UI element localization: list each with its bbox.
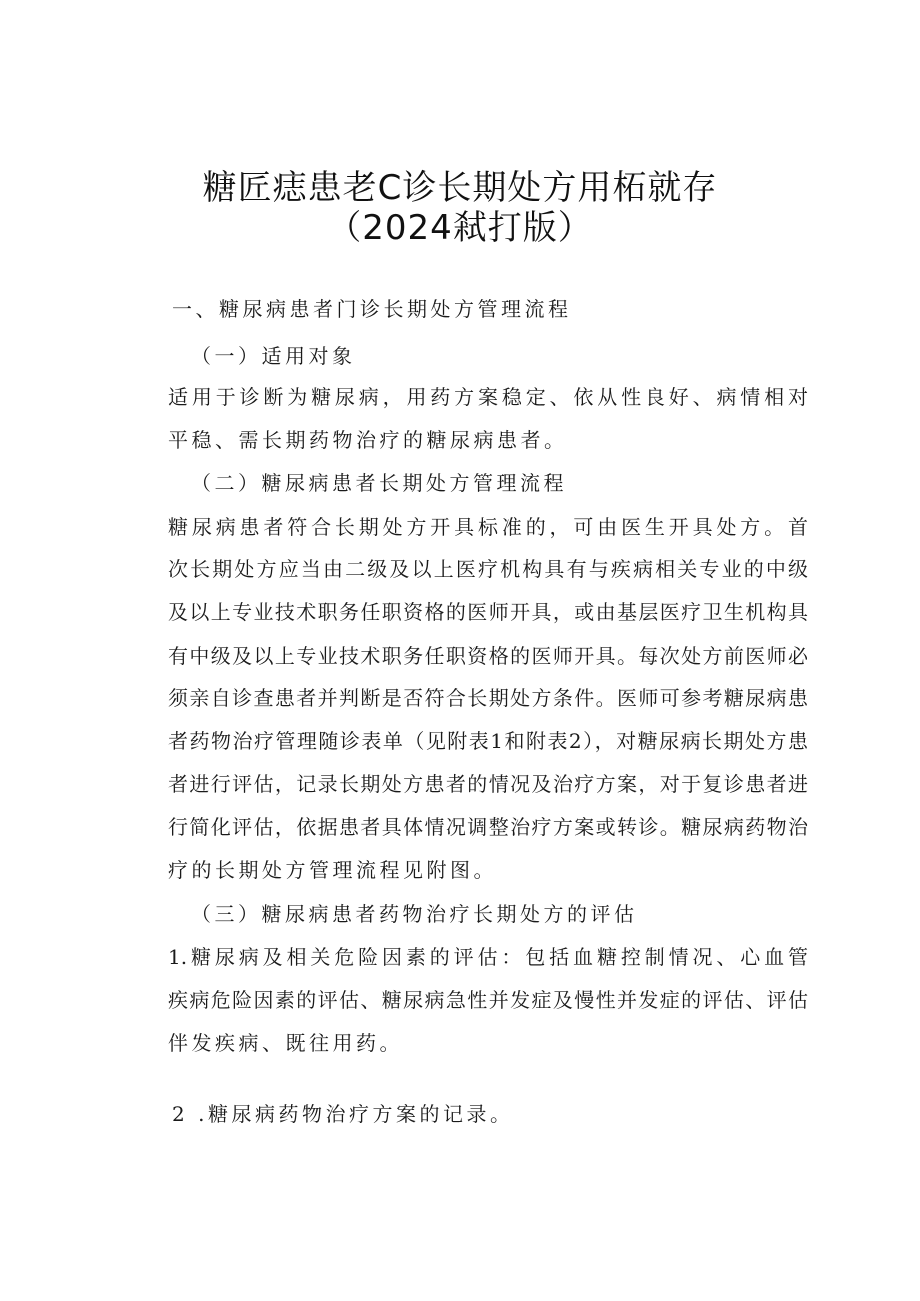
paragraph-line: 糖尿病患者符合长期处方开具标准的，可由医生开具处方。首 bbox=[168, 515, 808, 539]
section-heading: 一、糖尿病患者门诊长期处方管理流程 bbox=[172, 297, 572, 321]
paragraph-line: 者药物治疗管理随诊表单（见附表1和附表2），对糖尿病长期处方患 bbox=[168, 729, 808, 753]
subsection-heading-assessment: （三）糖尿病患者药物治疗长期处方的评估 bbox=[191, 902, 638, 926]
paragraph-line: 疗的长期处方管理流程见附图。 bbox=[168, 858, 497, 882]
list-item: 2 .糖尿病药物治疗方案的记录。 bbox=[172, 1102, 514, 1126]
paragraph-line: 者进行评估，记录长期处方患者的情况及治疗方案，对于复诊患者进 bbox=[168, 772, 808, 796]
subsection-heading-process: （二）糖尿病患者长期处方管理流程 bbox=[191, 471, 567, 495]
document-title: 糖匠痣患老C诊长期处方用柘就存 bbox=[202, 168, 718, 208]
paragraph-line: 行简化评估，依据患者具体情况调整治疗方案或转诊。糖尿病药物治 bbox=[168, 815, 808, 839]
paragraph-line: 及以上专业技术职务任职资格的医师开具，或由基层医疗卫生机构具 bbox=[168, 600, 808, 624]
paragraph-line: 须亲自诊查患者并判断是否符合长期处方条件。医师可参考糖尿病患 bbox=[168, 686, 808, 710]
list-item-line: 疾病危险因素的评估、糖尿病急性并发症及慢性并发症的评估、评估 bbox=[168, 988, 808, 1012]
paragraph-line: 平稳、需长期药物治疗的糖尿病患者。 bbox=[168, 428, 568, 452]
paragraph-line: 适用于诊断为糖尿病，用药方案稳定、依从性良好、病情相对 bbox=[168, 385, 808, 409]
subsection-heading-applicable: （一）适用对象 bbox=[191, 344, 356, 368]
list-item-line: 伴发疾病、既往用药。 bbox=[168, 1031, 403, 1055]
document-subtitle: （2024弒打版） bbox=[327, 208, 593, 248]
paragraph-line: 有中级及以上专业技术职务任职资格的医师开具。每次处方前医师必 bbox=[168, 644, 808, 668]
paragraph-line: 次长期处方应当由二级及以上医疗机构具有与疾病相关专业的中级 bbox=[168, 557, 808, 581]
list-item-line: 1.糖尿病及相关危险因素的评估：包括血糖控制情况、心血管 bbox=[168, 945, 808, 969]
